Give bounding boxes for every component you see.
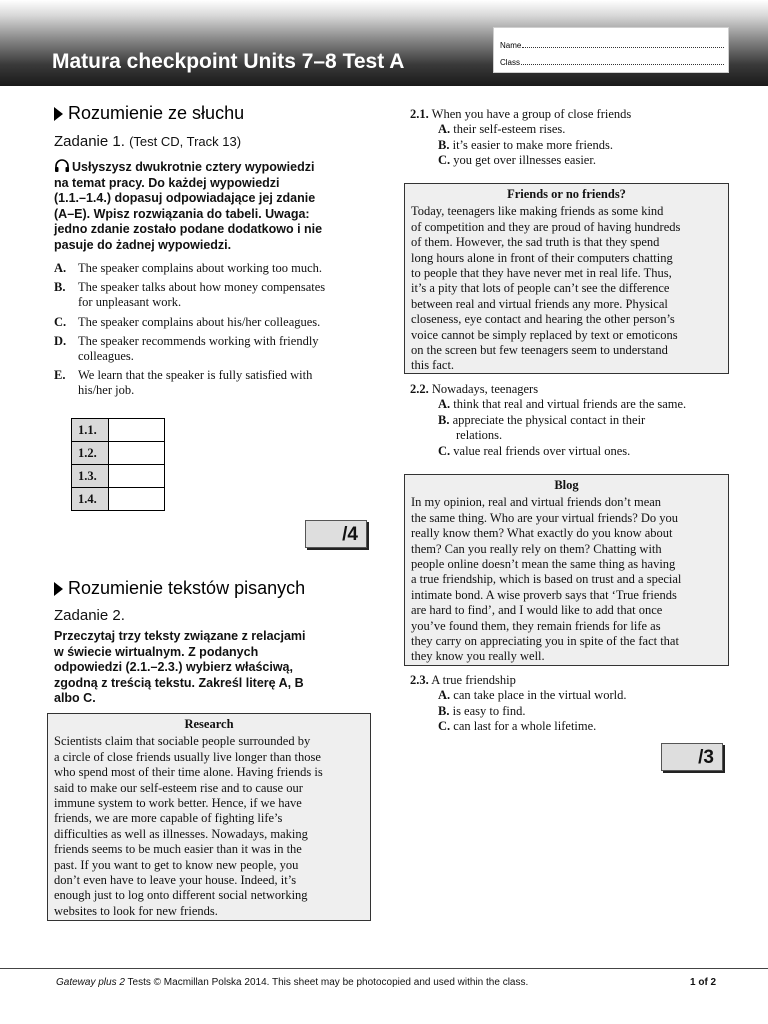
task-2-title [54,607,125,624]
answer-label: 1.4. [72,488,109,511]
reading-heading-text: Rozumienie tekstów pisanych [68,578,306,598]
name-class-box [493,27,729,73]
instruction-line: albo C. [54,691,96,705]
text-box-line: they know you really well. [411,649,545,664]
task-1-title [54,133,241,150]
question-2-1 [410,107,740,169]
footer-divider [0,968,768,969]
name-field[interactable] [500,41,724,50]
answer-option-text: can take place in the virtual world. [453,688,627,703]
instruction-line: odpowiedzi (2.1.–2.3.) wybierz właściwą, [54,660,293,674]
option-text-line: The speaker recommends working with friendly [78,334,319,348]
footer-copyright-text: Tests © Macmillan Polska 2014. This sheet may be photocopied and used within the class. [124,977,529,988]
answer-option-letter: C. [438,719,451,734]
score-box-listening: /4 [305,520,367,548]
name-dotted-line [522,41,724,48]
text-box-title: Research [184,717,234,731]
question-number: 2.3. [410,673,429,687]
option-letter: A. [54,261,67,275]
answer-table [71,418,165,511]
text-box-line: of competition and they are proud of having hundreds [411,219,681,234]
text-box-line: this fact. [411,358,455,373]
text-box-line: they carry on appreciating you in spite of the fact that [411,634,679,649]
instruction-line: (A–E). Wpisz rozwiązania do tabeli. Uwaga: [54,206,310,221]
text-box-line: past. If you want to get to know new people, you [54,857,299,872]
answer-option[interactable] [410,444,740,459]
reading-heading [54,578,305,599]
option-text-line: colleagues. [78,349,134,363]
task-2-label: Zadanie 2. [54,607,125,624]
answer-option-letter: A. [438,688,451,703]
question-stem-text: A true friendship [431,673,516,687]
text-box-line: Today, teenagers like making friends as some kind [411,204,664,219]
triangle-bullet-icon [54,582,63,596]
answer-label: 1.3. [72,465,109,488]
triangle-bullet-icon [54,107,63,121]
text-research [47,713,371,921]
text-box-line: don’t even have to leave your house. Indeed, it’s [54,873,297,888]
answer-label: 1.2. [72,442,109,465]
class-label: Class [500,58,521,67]
question-stem-text: Nowadays, teenagers [431,382,539,396]
answer-cell[interactable] [109,488,165,511]
task-1-instructions [54,158,364,253]
listening-heading [54,103,244,124]
text-box-line: Scientists claim that sociable people surrounded by [54,734,311,749]
answer-cell[interactable] [109,465,165,488]
answer-option-text: is easy to find. [452,703,526,718]
text-box-line: people online doesn’t mean the same thing as having [411,557,676,572]
text-box-line: you’ve found them, they remain friends for life as [411,618,661,633]
answer-option[interactable] [410,122,740,137]
score-box-reading: /3 [661,743,723,771]
question-stem [410,673,740,688]
answer-row [72,465,165,488]
class-field[interactable] [500,58,724,67]
text-box-line: closeness, eye contact and hearing the other person’s [411,312,675,327]
option-letter: C. [54,315,67,329]
option-text [78,261,322,276]
instruction-line: (1.1.–1.4.) dopasuj odpowiadające jej zdanie [54,191,316,205]
answer-option[interactable] [410,397,740,412]
answer-option[interactable] [410,688,740,703]
answer-option[interactable] [410,719,740,734]
text-box-line: it’s a pity that lots of people can’t see the difference [411,281,670,296]
answer-option-text: their self-esteem rises. [453,122,566,137]
option-text-line: The speaker talks about how money compensates [78,280,326,294]
text-box-line: a circle of close friends usually live longer than those [54,749,321,764]
answer-option-letter: A. [438,397,451,412]
text-box-title: Blog [554,478,579,492]
answer-option[interactable] [410,153,740,168]
question-number: 2.2. [410,382,429,396]
answer-cell[interactable] [109,419,165,442]
page-number: 1 of 2 [690,977,717,988]
text-box-line: really know them? What exactly do you know about [411,526,673,541]
listening-heading-text: Rozumienie ze słuchu [68,103,245,123]
text-box-line: In my opinion, real and virtual friends don’t mean [411,495,662,510]
answer-option-text: value real friends over virtual ones. [453,443,631,458]
question-stem [410,107,740,122]
option-text [78,368,312,398]
text-blog [404,474,729,666]
footer-book-title: Gateway plus 2 [56,977,125,988]
text-box-line: immune system to work better. Hence, if we have [54,796,302,811]
page-title: Matura checkpoint Units 7–8 Test A [52,50,405,73]
option-letter: B. [54,280,66,294]
text-box-line: who spend most of their time alone. Having friends is [54,765,323,780]
option-letter: D. [54,334,67,348]
task-1-source: (Test CD, Track 13) [129,134,242,149]
instruction-line: Przeczytaj trzy teksty związane z relacjami [54,629,306,643]
answer-option-letter: C. [438,443,451,458]
text-box-line: friends, we are more capable of fighting life’s [54,811,283,826]
answer-option[interactable] [410,413,740,428]
question-stem [410,382,740,397]
answer-option[interactable] [410,138,740,153]
text-box-line: on the screen but few teenagers seem to understand [411,343,668,358]
answer-option[interactable] [410,704,740,719]
answer-option-letter: B. [438,703,450,718]
answer-row [72,488,165,511]
text-box-line: said to make our self-esteem rise and to cause our [54,780,303,795]
answer-cell[interactable] [109,442,165,465]
instruction-line: jedno zdanie zostało podane dodatkowo i nie [54,222,323,236]
answer-option-text: think that real and virtual friends are the same. [453,397,687,412]
answer-row [72,419,165,442]
answer-option-text: it’s easier to make more friends. [452,137,613,152]
text-box-line: enough just to log onto different social networking [54,888,308,903]
question-number: 2.1. [410,107,429,121]
answer-option-continuation: relations. [456,428,503,443]
answer-option-letter: A. [438,122,451,137]
task-1-label: Zadanie 1. [54,133,125,150]
option-text [78,334,319,364]
text-box-line: between real and virtual friends any more. Physical [411,296,668,311]
text-box-line: difficulties as well as illnesses. Nowadays, making [54,826,308,841]
text-friends-or-no-friends [404,183,729,374]
text-box-line: friends seems to be much easier than it was in the [54,842,302,857]
text-box-line: websites to look for new friends. [54,903,218,918]
instruction-line: na temat pracy. Do każdej wypowiedzi [54,175,280,190]
answer-option-letter: B. [438,412,450,427]
option-letter: E. [54,368,66,382]
question-2-3 [410,673,740,735]
class-dotted-line [521,58,724,65]
option-text-line: The speaker complains about his/her colleagues. [78,315,321,329]
text-box-line: a true friendship, which is based on trust and a special [411,572,682,587]
answer-option-text: you get over illnesses easier. [453,153,596,168]
footer-copyright [56,977,528,988]
answer-label: 1.1. [72,419,109,442]
answer-row [72,442,165,465]
instruction-text: Usłyszysz dwukrotnie cztery wypowiedzi [72,160,315,174]
name-label: Name [500,41,522,50]
option-text [78,280,325,310]
text-box-line: them? Can you really rely on them? Chatting with [411,541,662,556]
option-text-line: for unpleasant work. [78,295,182,309]
option-text-line: The speaker complains about working too much. [78,261,323,275]
instruction-line: w świecie wirtualnym. Z podanych [54,644,259,659]
option-text-line: We learn that the speaker is fully satisfied with [78,368,313,382]
text-box-line: intimate bond. A wise proverb says that ‘True friends [411,587,677,602]
task-2-instructions [54,629,364,707]
text-box-title: Friends or no friends? [507,187,626,201]
text-box-line: to people that they have never met in real life. Thus, [411,266,672,281]
option-text [78,315,320,330]
text-box-line: of them. However, the sad truth is that they spend [411,235,660,250]
answer-option-letter: C. [438,153,451,168]
answer-option-letter: B. [438,137,450,152]
question-stem-text: When you have a group of close friends [431,107,632,121]
instruction-line: pasuje do żadnej wypowiedzi. [54,237,232,252]
headphones-icon [54,158,70,173]
question-2-2 [410,382,740,459]
text-box-line: voice cannot be simply replaced by text or emoticons [411,327,678,342]
text-box-line: are hard to find’, and I would like to add that once [411,603,663,618]
answer-option-text: appreciate the physical contact in their [452,412,646,427]
text-box-line: long hours alone in front of their computers chatting [411,250,673,265]
instruction-line [54,158,364,176]
option-text-line: his/her job. [78,383,135,397]
text-box-line: the same thing. Who are your virtual friends? Do you [411,510,679,525]
instruction-line: zgodną z treścią tekstu. Zakreśl literę A, B [54,675,304,690]
answer-option-text: can last for a whole lifetime. [453,719,597,734]
